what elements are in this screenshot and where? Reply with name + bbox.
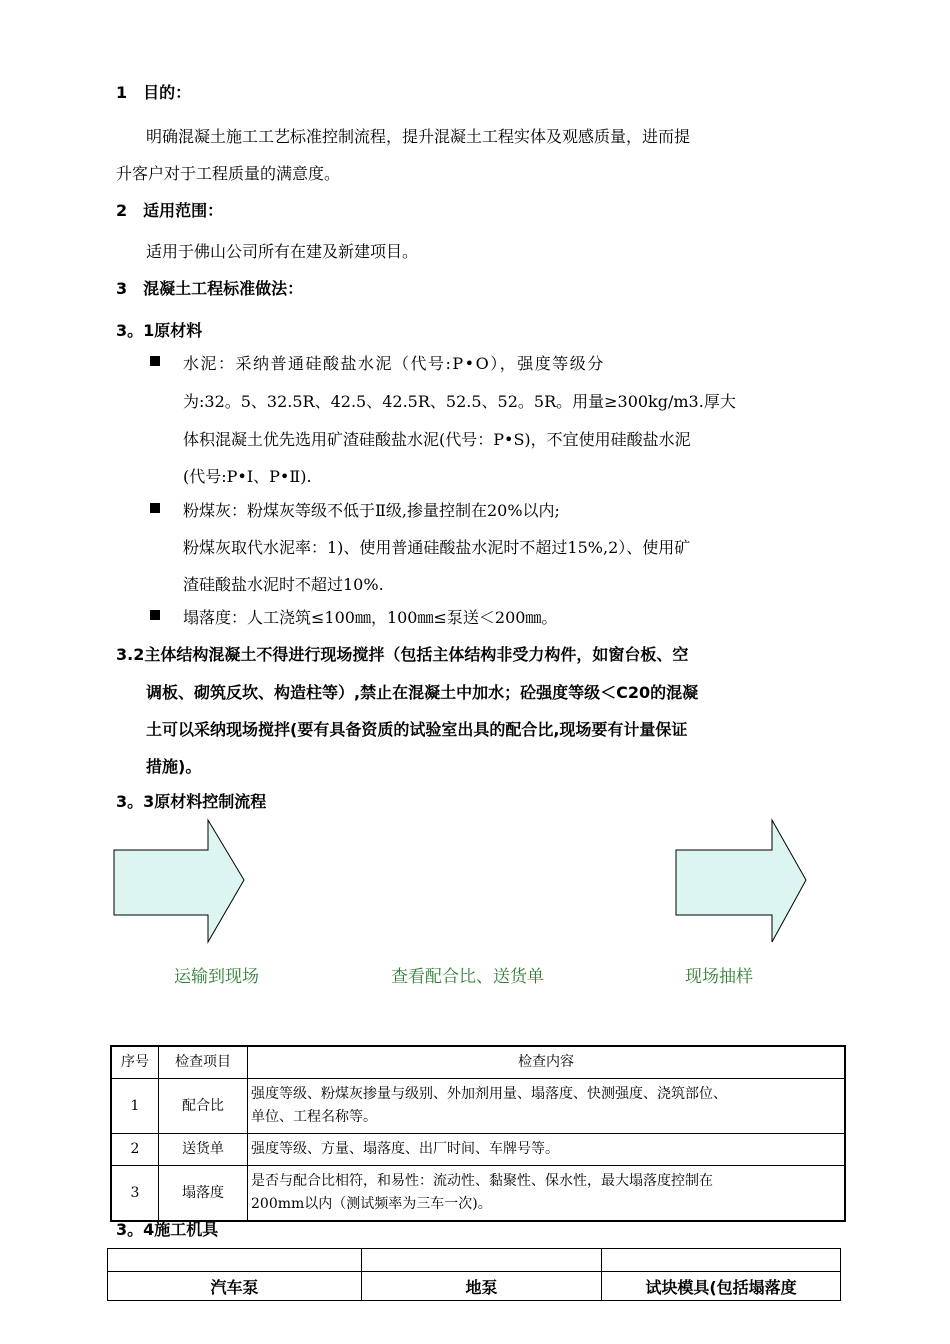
flow-arrow-1-icon	[110, 815, 250, 950]
section-2-body: 适用于佛山公司所有在建及新建项目。	[146, 242, 419, 261]
flow-step-2-label: 查看配合比、送货单	[391, 967, 544, 987]
section-3-2-line4: 措施)。	[146, 757, 202, 776]
row-content-line2: 200mm以内（测试频率为三车一次)。	[251, 1196, 492, 1212]
section-1-title: 1 目的：	[116, 83, 192, 102]
section-3-1-title: 3。1原材料	[116, 321, 203, 340]
tools-table	[107, 1248, 841, 1301]
table-row	[111, 1134, 845, 1166]
row-content-line1: 是否与配合比相符，和易性：流动性、黏聚性、保水性，最大塌落度控制在	[251, 1173, 713, 1189]
row-item: 送货单	[159, 1134, 248, 1166]
table-row	[111, 1079, 845, 1134]
section-3-4-title: 3。4施工机具	[116, 1220, 219, 1239]
table-row	[108, 1272, 841, 1301]
flow-arrow-2-icon	[672, 815, 812, 950]
section-3-title: 3 混凝土工程标准做法：	[116, 279, 304, 298]
table-row	[111, 1166, 845, 1222]
bullet-flyash-line3: 渣硅酸盐水泥时不超过10%.	[183, 575, 384, 594]
row-no: 3	[111, 1166, 159, 1222]
bullet-slump-line1: 塌落度：人工浇筑≤100㎜，100㎜≤泵送＜200㎜。	[183, 608, 558, 627]
bullet-square-icon	[150, 610, 160, 620]
section-2-title: 2 适用范围：	[116, 201, 224, 220]
section-3-3-title: 3。3原材料控制流程	[116, 792, 267, 811]
section-3-2-line3: 土可以采纳现场搅拌(要有具备资质的试验室出具的配合比,现场要有计量保证	[146, 720, 688, 739]
flow-step-3-label: 现场抽样	[685, 967, 753, 987]
row-item: 塌落度	[159, 1166, 248, 1222]
row-content	[248, 1166, 846, 1222]
inspection-table	[110, 1045, 846, 1222]
section-3-2-line2: 调板、砌筑反坎、构造柱等）,禁止在混凝土中加水；砼强度等级＜C20的混凝	[146, 683, 699, 702]
header-item: 检查项目	[159, 1046, 248, 1079]
row-item: 配合比	[159, 1079, 248, 1134]
tool-test-mold: 试块模具(包括塌落度	[602, 1272, 841, 1301]
section-1-body-line1: 明确混凝土施工工艺标准控制流程，提升混凝土工程实体及观感质量，进而提	[146, 127, 691, 146]
row-content	[248, 1134, 846, 1166]
table-header-row	[111, 1046, 845, 1079]
bullet-cement-line3: 体积混凝土优先选用矿渣硅酸盐水泥(代号：P•S)，不宜使用硅酸盐水泥	[183, 430, 691, 449]
bullet-cement-line4: (代号:P•Ⅰ、P•Ⅱ).	[183, 467, 312, 486]
flow-step-1-label: 运输到现场	[174, 967, 259, 987]
empty-cell	[362, 1249, 602, 1272]
header-content: 检查内容	[248, 1046, 846, 1079]
row-content-line1: 强度等级、粉煤灰掺量与级别、外加剂用量、塌落度、快测强度、浇筑部位、	[251, 1086, 727, 1102]
section-3-2-line1: 3.2主体结构混凝土不得进行现场搅拌（包括主体结构非受力构件，如窗台板、空	[116, 645, 689, 664]
empty-cell	[602, 1249, 841, 1272]
row-no: 1	[111, 1079, 159, 1134]
row-content-line1: 强度等级、方量、塌落度、出厂时间、车牌号等。	[251, 1141, 559, 1157]
bullet-cement-line2: 为:32。5、32.5R、42.5、42.5R、52.5、52。5R。用量≥300kg/m3.厚大	[183, 392, 736, 411]
section-1-body-line2: 升客户对于工程质量的满意度。	[116, 164, 341, 183]
row-content-line2: 单位、工程名称等。	[251, 1109, 377, 1125]
bullet-square-icon	[150, 356, 160, 366]
header-no: 序号	[111, 1046, 159, 1079]
row-no: 2	[111, 1134, 159, 1166]
bullet-cement-line1: 水泥：采纳普通硅酸盐水泥（代号:P•O），强度等级分	[183, 354, 605, 373]
tool-truck-pump: 汽车泵	[108, 1272, 362, 1301]
empty-cell	[108, 1249, 362, 1272]
bullet-flyash-line2: 粉煤灰取代水泥率：1)、使用普通硅酸盐水泥时不超过15%,2）、使用矿	[183, 538, 691, 557]
bullet-flyash-line1: 粉煤灰：粉煤灰等级不低于Ⅱ级,掺量控制在20%以内;	[183, 501, 560, 520]
tool-ground-pump: 地泵	[362, 1272, 602, 1301]
row-content	[248, 1079, 846, 1134]
table-row	[108, 1249, 841, 1272]
bullet-square-icon	[150, 503, 160, 513]
